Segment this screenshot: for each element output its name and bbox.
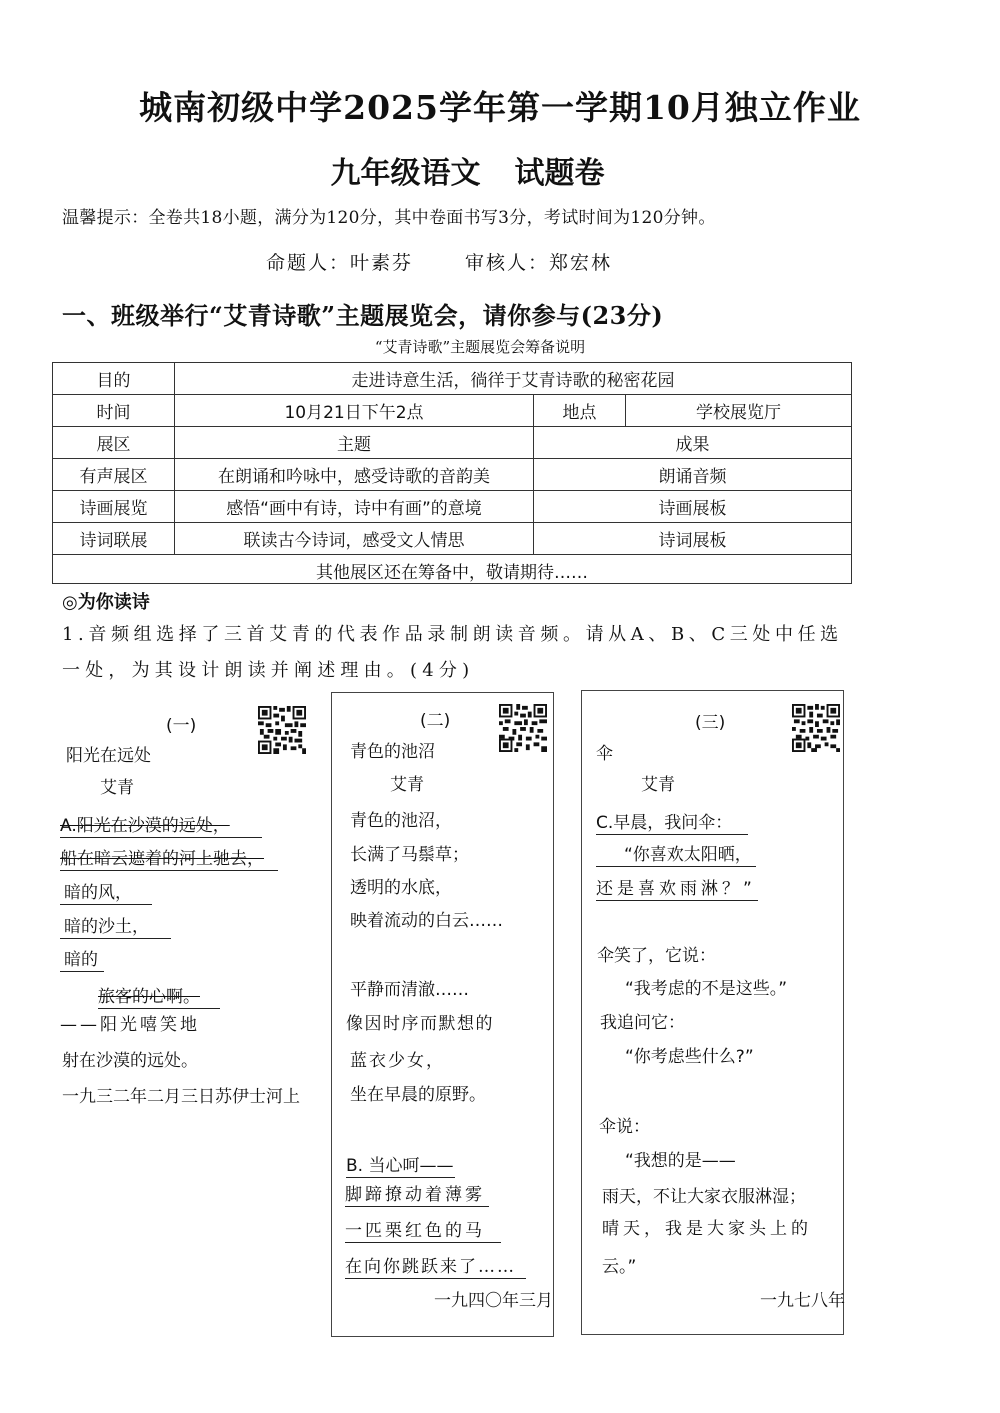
exam-title: 城南初级中学2025学年第一学期10月独立作业: [139, 88, 861, 127]
poem-line: “你喜欢太阳晒，: [596, 840, 756, 867]
poem-title: 伞: [596, 744, 613, 764]
poem-line-a: A.阳光在沙漠的远处，: [60, 811, 262, 838]
poem-date: 一九四〇年三月: [434, 1291, 553, 1311]
qr-code-icon[interactable]: [499, 703, 547, 753]
section-heading: 一、班级举行“艾青诗歌”主题展览会，请你参与(23分): [62, 301, 664, 330]
table-caption: “艾青诗歌”主题展览会筹备说明: [374, 338, 586, 356]
subtitle-paper: 试题卷: [514, 156, 605, 191]
poem-line: 旅客的心啊。: [98, 982, 220, 1009]
header-result: 成果: [534, 427, 852, 459]
zone-cell: 诗词联展: [53, 523, 175, 555]
place-value: 学校展览厅: [626, 395, 852, 427]
exhibition-plan-table: [52, 362, 852, 584]
poem-title: 阳光在远处: [66, 746, 151, 766]
table-row: [53, 363, 852, 395]
poem-line: “我考虑的不是这些。”: [625, 979, 788, 999]
qr-code-icon[interactable]: [258, 705, 306, 755]
question-1-line-1: 1.音频组选择了三首艾青的代表作品录制朗读音频。请从A、B、C三处中任选: [62, 624, 843, 645]
header-theme: 主题: [175, 427, 534, 459]
poem-line: 雨天，不让大家衣服淋湿；: [602, 1187, 806, 1207]
poem-line: 暗的: [60, 945, 104, 972]
poem-line-c: C.早晨，我问伞：: [596, 808, 748, 835]
poem-date: 一九七八年: [760, 1291, 845, 1311]
poem-line: 伞笑了，它说：: [597, 946, 716, 966]
poem-line: 青色的池沼，: [350, 811, 452, 831]
place-label: 地点: [534, 395, 626, 427]
author-label: 命题人：叶素芬: [266, 252, 414, 274]
table-row: [53, 459, 852, 491]
result-cell: 诗画展板: [534, 491, 852, 523]
header-zone: 展区: [53, 427, 175, 459]
poem-line: 还是喜欢雨淋？”: [596, 874, 758, 901]
exam-authors: [266, 248, 612, 275]
theme-cell: 感悟“画中有诗，诗中有画”的意境: [175, 491, 534, 523]
poem-author: 艾青: [390, 775, 424, 795]
poem-line: 伞说：: [599, 1117, 650, 1137]
poem-date: 一九三二年二月三日苏伊士河上: [62, 1087, 300, 1107]
result-cell: 朗诵音频: [534, 459, 852, 491]
time-value: 10月21日下午2点: [175, 395, 534, 427]
poem-line: 像因时序而默想的: [346, 1014, 494, 1034]
table-footer-row: [53, 555, 852, 584]
table-footer: 其他展区还在筹备中，敬请期待……: [53, 555, 852, 584]
poem-line: 坐在早晨的原野。: [350, 1085, 486, 1105]
poem-line: 一匹栗红色的马: [345, 1216, 501, 1243]
poem-line: 映着流动的白云……: [350, 911, 503, 931]
theme-cell: 联读古今诗词，感受文人情思: [175, 523, 534, 555]
poem-number: (三): [695, 713, 726, 733]
poem-line-b: B. 当心呵——: [346, 1151, 455, 1178]
poem-line: 射在沙漠的远处。: [62, 1051, 198, 1071]
subtitle-grade: 九年级语文: [330, 156, 481, 191]
theme-cell: 在朗诵和吟咏中，感受诗歌的音韵美: [175, 459, 534, 491]
poem-line: 平静而清澈……: [350, 980, 469, 1000]
question-1-line-2: 一处，为其设计朗读并阐述理由。(4分): [62, 660, 475, 681]
poem-author: 艾青: [100, 778, 134, 798]
result-cell: 诗词展板: [534, 523, 852, 555]
purpose-value: 走进诗意生活，徜徉于艾青诗歌的秘密花园: [175, 363, 852, 395]
poem-number: (二): [420, 711, 451, 731]
exam-subtitle: [0, 148, 935, 192]
poem-title: 青色的池沼: [350, 742, 435, 762]
sub-heading-read-poem: ◎为你读诗: [62, 592, 150, 613]
table-row: [53, 395, 852, 427]
reviewer-label: 审核人：郑宏林: [465, 252, 613, 274]
poem-line: 晴天，我是大家头上的: [602, 1219, 812, 1239]
poem-line: 暗的风，: [60, 878, 152, 905]
poem-line: 船在暗云遮着的河上驰去，: [60, 844, 278, 871]
poem-line: “你考虑些什么?”: [625, 1047, 754, 1067]
poem-line: 我追问它：: [600, 1013, 685, 1033]
table-row: [53, 491, 852, 523]
table-row: [53, 523, 852, 555]
poem-line: 云。”: [602, 1257, 637, 1277]
table-header-row: [53, 427, 852, 459]
zone-cell: 有声展区: [53, 459, 175, 491]
poem-number: (一): [166, 716, 197, 736]
time-label: 时间: [53, 395, 175, 427]
poem-line: 蓝衣少女，: [350, 1051, 445, 1071]
zone-cell: 诗画展览: [53, 491, 175, 523]
poem-line: 暗的沙土，: [60, 912, 171, 939]
poem-line: 透明的水底，: [350, 878, 452, 898]
poem-line: ——阳光嘻笑地: [60, 1015, 200, 1035]
purpose-label: 目的: [53, 363, 175, 395]
poem-line: “我想的是——: [625, 1151, 736, 1171]
poem-author: 艾青: [641, 775, 675, 795]
exam-tip: 温馨提示：全卷共18小题，满分为120分，其中卷面书写3分，考试时间为120分钟。: [62, 208, 716, 228]
poem-line: 脚蹄撩动着薄雾: [345, 1180, 489, 1207]
poem-line: 长满了马鬃草；: [350, 845, 469, 865]
qr-code-icon[interactable]: [792, 703, 840, 753]
poem-line: 在向你跳跃来了……: [345, 1252, 526, 1279]
